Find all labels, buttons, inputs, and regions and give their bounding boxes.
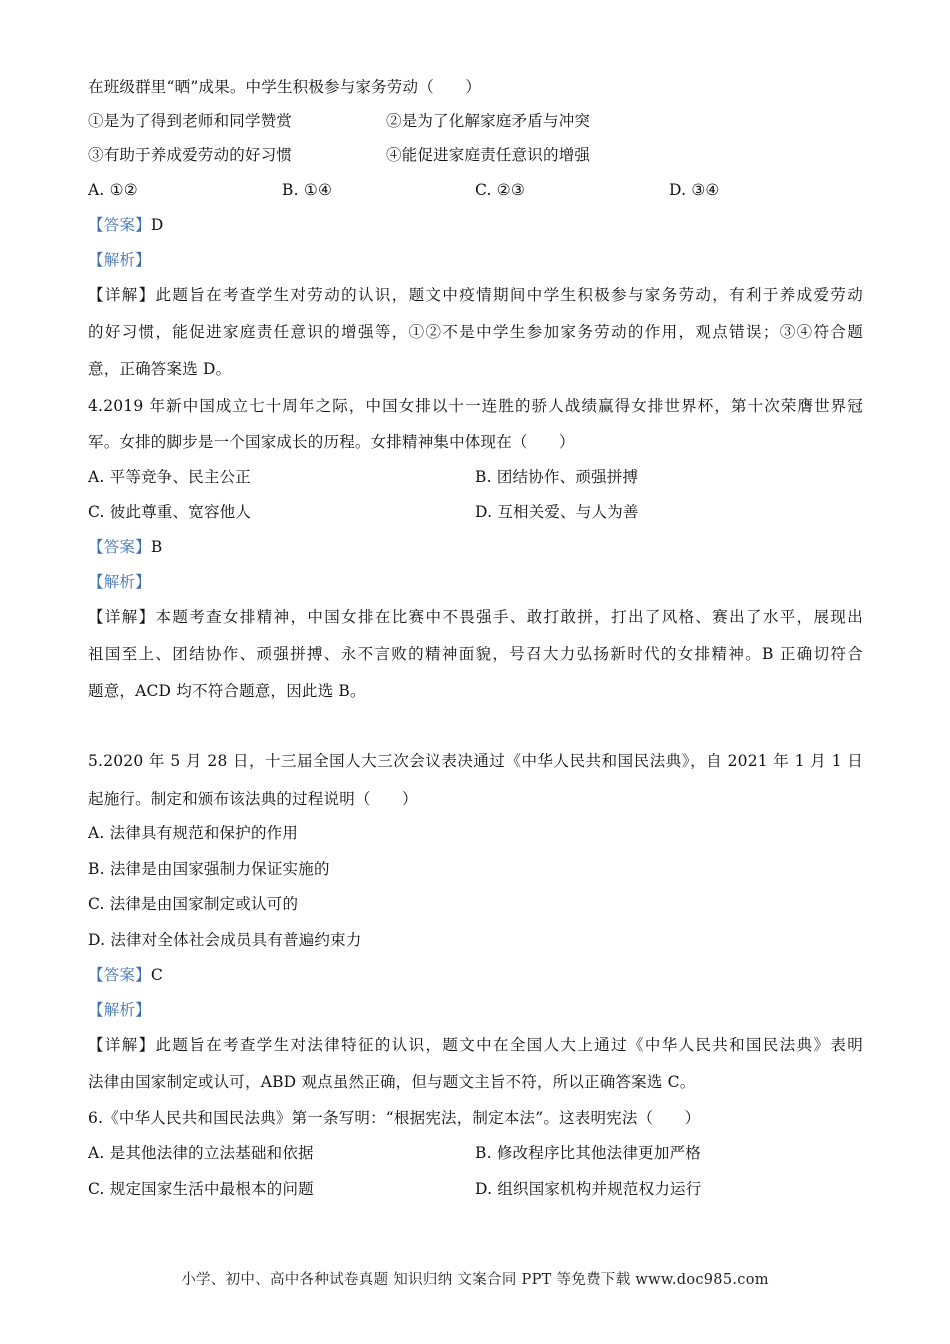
q3-statement-3: ③有助于养成爱劳动的好习惯 xyxy=(88,146,293,164)
detail-text: 本题考查女排精神，中国女排在比赛中不畏强手、敢打敢拼，打出了风格、赛出了水平，展现出 xyxy=(155,608,863,626)
q4-answer xyxy=(88,536,162,558)
page-footer: 小学、初中、高中各种试卷真题 知识归纳 文案合同 PPT 等免费下载 www.doc985.com xyxy=(181,1272,769,1288)
q6-option-c: C. 规定国家生活中最根本的问题 xyxy=(88,1180,314,1198)
q6-option-a: A. 是其他法律的立法基础和依据 xyxy=(88,1144,314,1162)
q4-detail-line-1 xyxy=(88,606,863,628)
detail-text: 此题旨在考查学生对劳动的认识，题文中疫情期间中学生积极参与家务劳动，有利于养成爱劳动 xyxy=(155,286,863,304)
q5-stem-line-1: 5.2020 年 5 月 28 日，十三届全国人大三次会议表决通过《中华人民共和国民法典》，自 2021 年 1 月 1 日 xyxy=(88,752,863,770)
q3-statement-1: ①是为了得到老师和同学赞赏 xyxy=(88,112,293,130)
q6-option-d: D. 组织国家机构并规范权力运行 xyxy=(475,1180,702,1198)
q4-option-a: A. 平等竞争、民主公正 xyxy=(88,468,251,486)
answer-tag: 【答案】 xyxy=(88,538,151,556)
q5-option-c: C. 法律是由国家制定或认可的 xyxy=(88,895,299,913)
q4-detail-line-3: 题意，ACD 均不符合题意，因此选 B。 xyxy=(88,682,366,700)
answer-value: D xyxy=(150,216,164,234)
q3-option-b: B. ①④ xyxy=(282,181,333,199)
q5-analysis xyxy=(88,999,151,1021)
detail-tag: 【详解】 xyxy=(88,286,156,304)
q4-detail-line-2: 祖国至上、团结协作、顽强拼搏、永不言败的精神面貌，号召大力弘扬新时代的女排精神。B 正确切符合 xyxy=(88,645,863,663)
analysis-tag: 【解析】 xyxy=(88,251,151,269)
q3-option-a: A. ①② xyxy=(88,181,138,199)
q4-option-c: C. 彼此尊重、宽容他人 xyxy=(88,503,252,521)
analysis-tag: 【解析】 xyxy=(88,1001,151,1019)
q3-detail-line-3: 意，正确答案选 D。 xyxy=(88,360,232,378)
detail-tag: 【详解】 xyxy=(88,608,156,626)
q4-stem-line-1: 4.2019 年新中国成立七十周年之际，中国女排以十一连胜的骄人战绩赢得女排世界杯，第十次荣膺世界冠 xyxy=(88,397,863,415)
q3-stem: 在班级群里“晒”成果。中学生积极参与家务劳动（ ） xyxy=(88,78,482,96)
q5-option-b: B. 法律是由国家强制力保证实施的 xyxy=(88,860,330,878)
q5-option-d: D. 法律对全体社会成员具有普遍约束力 xyxy=(88,931,362,949)
q5-detail-line-2: 法律由国家制定或认可，ABD 观点虽然正确，但与题文主旨不符，所以正确答案选 C。 xyxy=(88,1073,696,1091)
detail-tag: 【详解】 xyxy=(88,1036,156,1054)
q3-statement-4: ④能促进家庭责任意识的增强 xyxy=(386,146,591,164)
q4-option-b: B. 团结协作、顽强拼搏 xyxy=(475,468,639,486)
q6-stem: 6.《中华人民共和国民法典》第一条写明：“根据宪法，制定本法”。这表明宪法（ ） xyxy=(88,1109,701,1127)
q3-statement-2: ②是为了化解家庭矛盾与冲突 xyxy=(386,112,591,130)
q4-stem-line-2: 军。女排的脚步是一个国家成长的历程。女排精神集中体现在（ ） xyxy=(88,433,575,451)
q5-option-a: A. 法律具有规范和保护的作用 xyxy=(88,824,299,842)
q5-stem-line-2: 起施行。制定和颁布该法典的过程说明（ ） xyxy=(88,790,418,808)
answer-tag: 【答案】 xyxy=(88,966,151,984)
q3-analysis xyxy=(88,249,151,271)
answer-value: B xyxy=(150,538,163,556)
q3-option-d: D. ③④ xyxy=(669,181,720,199)
q5-answer xyxy=(88,964,163,986)
q3-option-c: C. ②③ xyxy=(475,181,525,199)
q3-answer xyxy=(88,214,163,236)
answer-value: C xyxy=(150,966,163,984)
answer-tag: 【答案】 xyxy=(88,216,151,234)
q5-detail-line-1 xyxy=(88,1034,863,1056)
q6-option-b: B. 修改程序比其他法律更加严格 xyxy=(475,1144,701,1162)
q4-analysis xyxy=(88,571,151,593)
q3-detail-line-2: 的好习惯，能促进家庭责任意识的增强等，①②不是中学生参加家务劳动的作用，观点错误；③④符合题 xyxy=(88,323,863,341)
detail-text: 此题旨在考查学生对法律特征的认识，题文中在全国人大上通过《中华人民共和国民法典》表明 xyxy=(155,1036,863,1054)
analysis-tag: 【解析】 xyxy=(88,573,151,591)
q4-option-d: D. 互相关爱、与人为善 xyxy=(475,503,639,521)
q3-detail-line-1 xyxy=(88,284,863,306)
